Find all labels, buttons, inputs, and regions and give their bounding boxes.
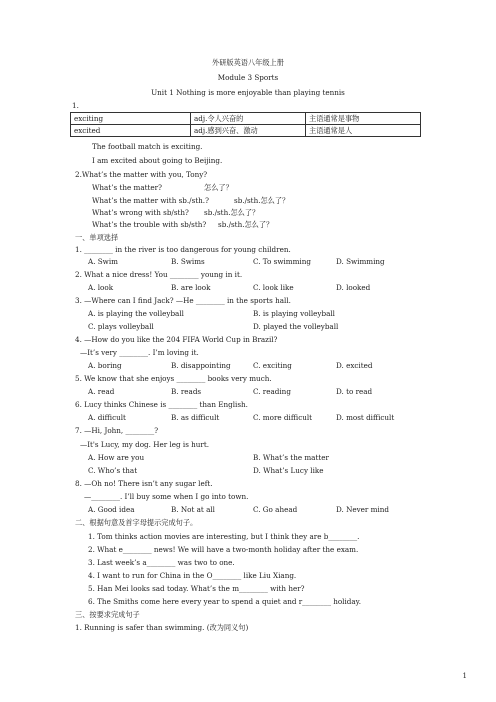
table-cell: 主语通常是事物	[306, 113, 421, 125]
option: C. To swimming	[253, 257, 311, 266]
option: C. look like	[253, 283, 294, 292]
question-stem: 5. We know that she enjoys ________ books very much.	[75, 374, 272, 383]
vocab-table	[70, 112, 421, 137]
table-cell: adj.令人兴奋的	[191, 113, 306, 125]
option: C. exciting	[253, 361, 292, 370]
option: A. is playing the volleyball	[88, 309, 184, 318]
fill-in-item: 2. What e________ news! We will have a two-month holiday after the exam.	[88, 545, 359, 554]
table-row	[71, 113, 421, 125]
option: B. Swims	[171, 257, 205, 266]
question-stem: 3. —Where can I find Jack? —He ________ in the sports hall.	[75, 296, 291, 305]
question-stem: —It’s very ________. I’m loving it.	[80, 348, 199, 357]
question-stem: 8. —Oh no! There isn’t any sugar left.	[75, 479, 213, 488]
option: D. Swimming	[336, 257, 385, 266]
option: B. are look	[171, 283, 211, 292]
phrase-meaning: 怎么了？	[204, 183, 233, 192]
option: B. reads	[171, 387, 202, 396]
item2-title: 2.What’s the matter with you, Tony?	[75, 170, 208, 179]
phrase: What’s the trouble with sb/sth?	[92, 220, 207, 229]
fill-in-item: 6. The Smiths come here every year to spend a quiet and r________ holiday.	[88, 597, 362, 606]
option: A. look	[88, 283, 114, 292]
fill-in-item: 5. Han Mei looks sad today. What’s the m________ with her?	[88, 584, 305, 593]
option: A. Good idea	[88, 505, 135, 514]
phrase: What’s the matter?	[92, 183, 162, 192]
option: B. Not at all	[171, 505, 215, 514]
fill-in-item: 3. Last week’s a________ was two to one.	[88, 558, 235, 567]
question-stem: 1. ________ in the river is too dangerous for young children.	[75, 245, 291, 254]
table-cell: 主语通常是人	[306, 125, 421, 137]
option: B. disappointing	[171, 361, 231, 370]
option: A. read	[88, 387, 115, 396]
option: C. more difficult	[253, 413, 313, 422]
fill-in-item: 1. Tom thinks action movies are interesting, but I think they are b________.	[88, 532, 360, 541]
phrase: What’s wrong with sb/sth?	[92, 208, 189, 217]
option: D. most difficult	[336, 413, 395, 422]
page-number: 1	[462, 672, 467, 680]
phrase-meaning: sb./sth.怎么了？	[234, 196, 290, 205]
option: C. plays volleyball	[88, 322, 154, 331]
table-cell: excited	[71, 125, 191, 137]
question-stem: 4. —How do you like the 204 FIFA World Cup in Brazil?	[75, 335, 278, 344]
option: D. What’s Lucy like	[253, 466, 324, 475]
table-row	[71, 125, 421, 137]
option: A. boring	[88, 361, 122, 370]
phrase-meaning: sb./sth.怎么了？	[218, 220, 274, 229]
unit-title: Unit 1 Nothing is more enjoyable than playing tennis	[151, 88, 345, 97]
option: C. Who’s that	[88, 466, 138, 475]
option: A. difficult	[88, 413, 126, 422]
section3-title: 三、按要求完成句子	[75, 610, 140, 619]
option: C. reading	[253, 387, 291, 396]
item1-number: 1.	[72, 101, 79, 110]
option: A. How are you	[88, 453, 145, 462]
question-stem: 7. —Hi, John, ________?	[75, 426, 159, 435]
option: B. as difficult	[171, 413, 220, 422]
question-stem: —________. I’ll buy some when I go into town.	[84, 492, 249, 501]
section1-title: 一、单项选择	[75, 233, 119, 242]
option: B. What’s the matter	[253, 453, 329, 462]
phrase: What’s the matter with sb./sth.?	[92, 196, 209, 205]
option: A. Swim	[88, 257, 118, 266]
option: D. excited	[336, 361, 373, 370]
phrase-meaning: sb./sth.怎么了？	[204, 208, 260, 217]
fill-in-item: 4. I want to run for China in the O________ like Liu Xiang.	[88, 571, 297, 580]
example-sentence: I am excited about going to Beijing.	[92, 156, 223, 165]
module-title: Module 3 Sports	[217, 73, 279, 82]
option: D. looked	[336, 283, 371, 292]
example-sentence: The football match is exciting.	[92, 142, 203, 151]
question-stem: —It's Lucy, my dog. Her leg is hurt.	[80, 440, 210, 449]
table-cell: exciting	[71, 113, 191, 125]
option: C. Go ahead	[253, 505, 298, 514]
option: B. is playing volleyball	[253, 309, 335, 318]
question-stem: 2. What a nice dress! You ________ young in it.	[75, 270, 243, 279]
option: D. played the volleyball	[253, 322, 339, 331]
rewrite-item: 1. Running is safer than swimming. (改为同义句)	[75, 623, 249, 632]
book-title: 外研版英语八年级上册	[212, 58, 284, 67]
option: D. to read	[336, 387, 373, 396]
option: D. Never mind	[336, 505, 389, 514]
table-cell: adj.感到兴奋、激动	[191, 125, 306, 137]
question-stem: 6. Lucy thinks Chinese is ________ than English.	[75, 400, 248, 409]
section2-title: 二、根据句意及首字母提示完成句子。	[75, 518, 198, 527]
